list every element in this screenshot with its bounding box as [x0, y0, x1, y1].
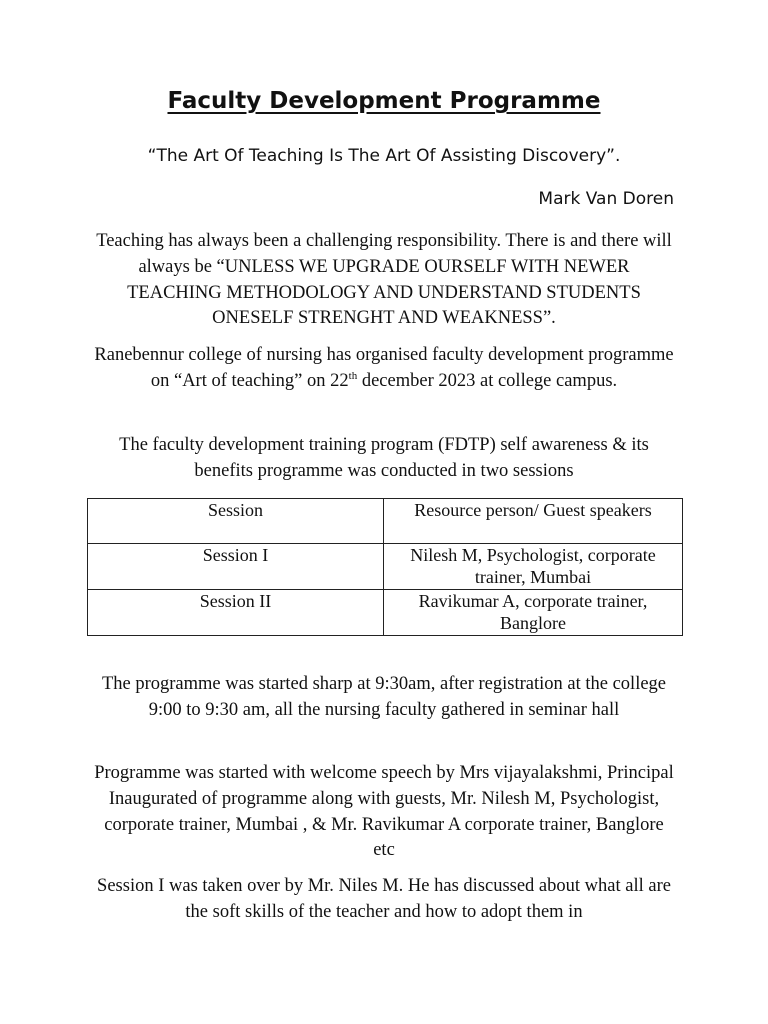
sessions-table	[87, 498, 683, 636]
table-cell: Ravikumar A, corporate trainer, Banglore	[384, 590, 683, 636]
table-cell: Nilesh M, Psychologist, corporate trainer, Mumbai	[384, 544, 683, 590]
session-one-paragraph: Session I was taken over by Mr. Niles M. He has discussed about what all are the soft skills of the teacher and how to adopt them in	[97, 876, 671, 922]
date-ordinal-suffix: th	[348, 369, 358, 382]
organiser-paragraph	[94, 343, 674, 395]
intro-paragraph: Teaching has always been a challenging responsibility. There is and there will always be “UNLESS WE UPGRADE OURSELF WITH NEWER TEACHING METHODOLOGY AND UNDERSTAND STUDENTS ONESELF STRENGHT AND WEAKNESS”.	[96, 231, 672, 329]
sessions-intro-paragraph: The faculty development training program (FDTP) self awareness & its benefits programme was conducted in two sessions	[119, 435, 649, 481]
quote-author: Mark Van Doren	[538, 189, 674, 209]
table-row	[88, 544, 683, 590]
table-cell: Session II	[88, 590, 384, 636]
organiser-text-end: december 2023 at college campus.	[357, 370, 618, 391]
table-header-cell: Resource person/ Guest speakers	[384, 499, 683, 544]
start-time-paragraph: The programme was started sharp at 9:30am, after registration at the college 9:00 to 9:30 am, all the nursing faculty gathered in seminar hall	[101, 674, 667, 720]
welcome-paragraph: Programme was started with welcome speech by Mrs vijayalakshmi, Principal Inaugurated of programme along with guests, Mr. Nilesh M, Psychologist, corporate trainer, Mumbai , & Mr. Ravikumar A corporate trainer, Banglore etc	[94, 763, 674, 861]
table-header-row	[88, 499, 683, 544]
table-cell: Session I	[88, 544, 384, 590]
quote: “The Art Of Teaching Is The Art Of Assisting Discovery”.	[147, 146, 621, 166]
organiser-text-start: Ranebennur college of nursing has organised faculty development programme on “Art of teaching” on 22	[94, 345, 674, 391]
page-title: Faculty Development Programme	[167, 88, 601, 114]
table-row	[88, 590, 683, 636]
table-header-cell: Session	[88, 499, 384, 544]
